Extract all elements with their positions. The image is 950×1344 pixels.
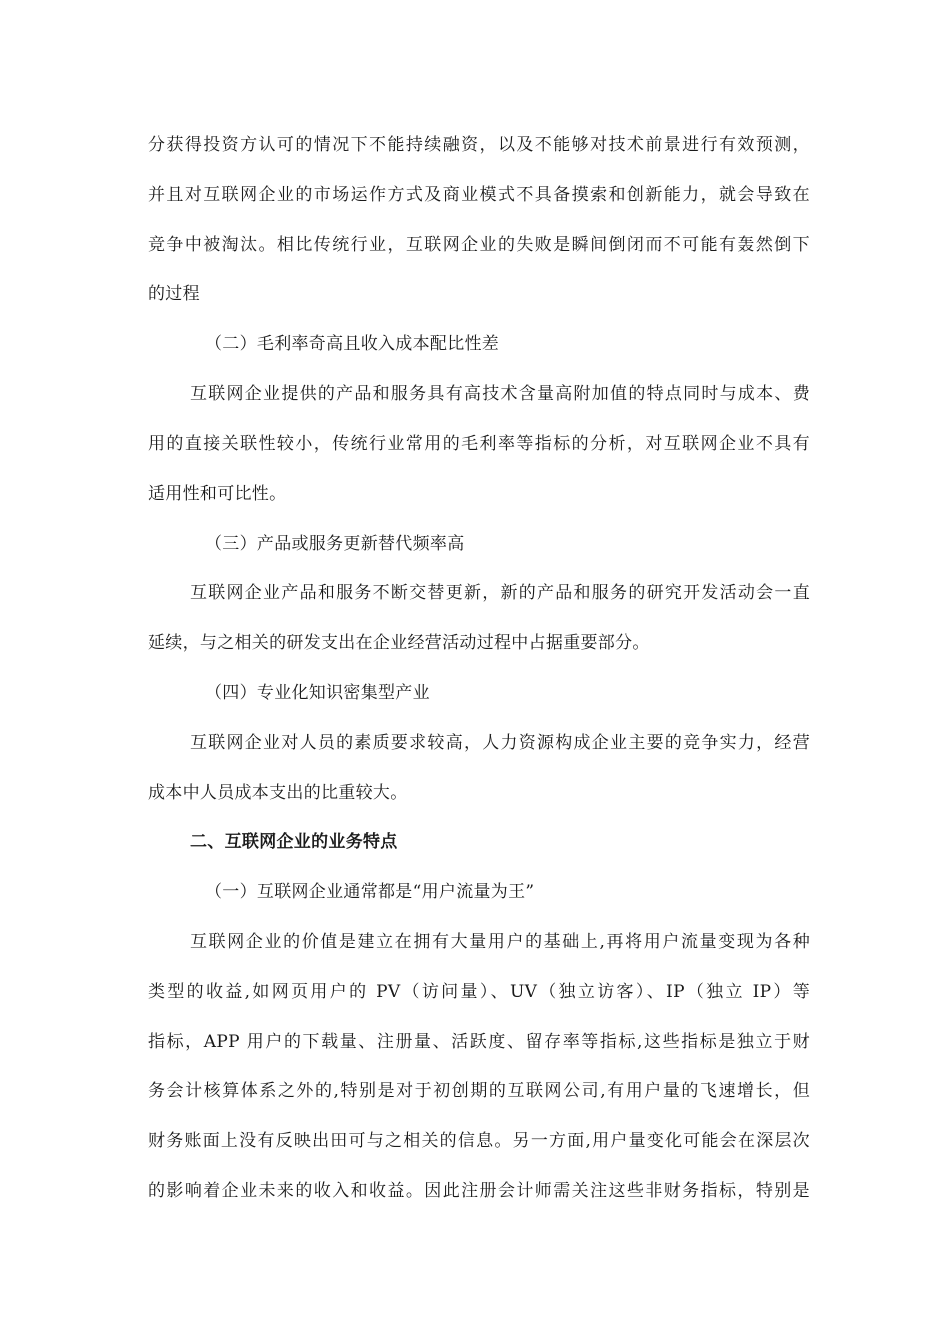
subheading: （二）毛利率奇高且收入成本配比性差	[205, 334, 500, 354]
paragraph-line: 竞争中被淘汰。相比传统行业，互联网企业的失败是瞬间倒闭而不可能有轰然倒下	[148, 235, 810, 255]
paragraph-line: 互联网企业产品和服务不断交替更新，新的产品和服务的研究开发活动会一直	[190, 583, 810, 603]
paragraph-line: 的过程	[148, 284, 200, 304]
paragraph-line: 成本中人员成本支出的比重较大。	[148, 783, 408, 803]
paragraph-line: 的影响着企业未来的收入和收益。因此注册会计师需关注这些非财务指标，特别是	[148, 1181, 810, 1201]
paragraph-line: 务会计核算体系之外的,特别是对于初创期的互联网公司,有用户量的飞速增长，但	[148, 1081, 810, 1101]
subheading: （三）产品或服务更新替代频率高	[205, 534, 465, 554]
paragraph-line: 指标，APP 用户的下载量、注册量、活跃度、留存率等指标,这些指标是独立于财	[148, 1032, 810, 1052]
section-heading: 二、互联网企业的业务特点	[190, 832, 398, 852]
paragraph-line: 并且对互联网企业的市场运作方式及商业模式不具备摸索和创新能力，就会导致在	[148, 185, 810, 205]
paragraph-line: 互联网企业提供的产品和服务具有高技术含量高附加值的特点同时与成本、费	[190, 384, 810, 404]
paragraph-line: 互联网企业的价值是建立在拥有大量用户的基础上,再将用户流量变现为各种	[190, 932, 810, 952]
paragraph-line: 类型的收益,如网页用户的 PV（访问量）、UV（独立访客）、IP（独立 IP）等	[148, 982, 810, 1002]
paragraph-line: 适用性和可比性。	[148, 484, 287, 504]
paragraph-line: 互联网企业对人员的素质要求较高，人力资源构成企业主要的竞争实力，经营	[190, 733, 810, 753]
subheading: （四）专业化知识密集型产业	[205, 683, 430, 703]
subheading: （一）互联网企业通常都是“用户流量为王”	[205, 882, 535, 902]
paragraph-line: 分获得投资方认可的情况下不能持续融资，以及不能够对技术前景进行有效预测，	[148, 135, 810, 155]
paragraph-line: 延续，与之相关的研发支出在企业经营活动过程中占据重要部分。	[148, 633, 650, 653]
paragraph-line: 财务账面上没有反映出田可与之相关的信息。另一方面,用户量变化可能会在深层次	[148, 1131, 810, 1151]
paragraph-line: 用的直接关联性较小，传统行业常用的毛利率等指标的分析，对互联网企业不具有	[148, 434, 810, 454]
